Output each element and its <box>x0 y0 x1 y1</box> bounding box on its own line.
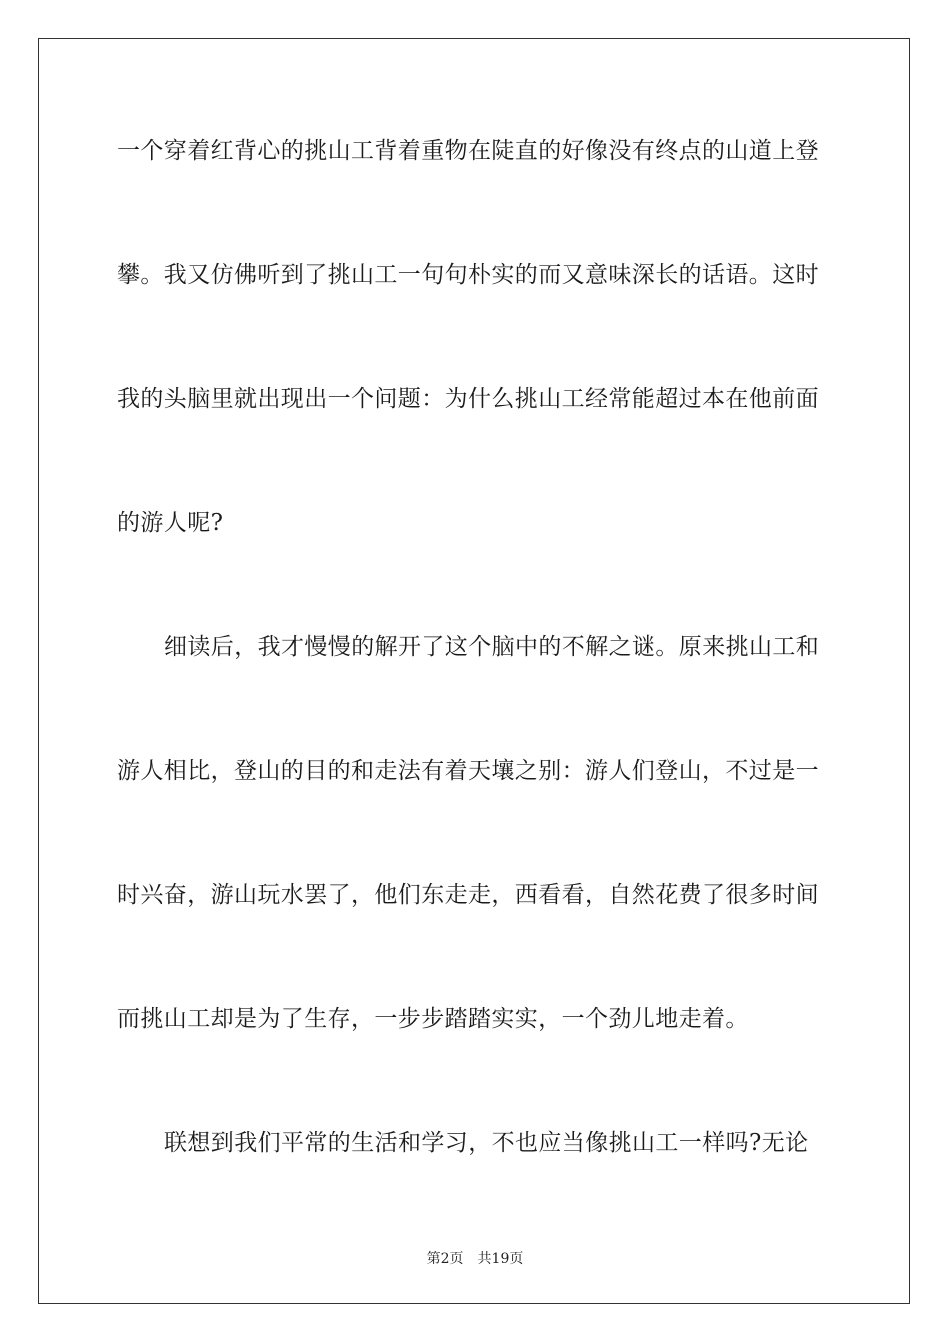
page-number: 第2页 <box>426 1251 464 1267</box>
text-line: 而挑山工却是为了生存，一步步踏踏实实，一个劲儿地走着。 <box>117 1006 749 1032</box>
text-line: 的游人呢? <box>117 510 224 536</box>
text-line: 攀。我又仿佛听到了挑山工一句句朴实的而又意味深长的话语。这时 <box>117 262 819 288</box>
paragraph-start-line: 细读后，我才慢慢的解开了这个脑中的不解之谜。原来挑山工和 <box>164 634 820 660</box>
text-line: 时兴奋，游山玩水罢了，他们东走走，西看看，自然花费了很多时间 <box>117 882 819 908</box>
text-line: 游人相比，登山的目的和走法有着天壤之别：游人们登山，不过是一 <box>117 758 819 784</box>
paragraph-start-line: 联想到我们平常的生活和学习，不也应当像挑山工一样吗?无论 <box>164 1130 809 1156</box>
page-border <box>38 38 910 1304</box>
page-footer <box>0 1248 950 1268</box>
page-total: 共19页 <box>477 1251 524 1267</box>
text-line: 一个穿着红背心的挑山工背着重物在陡直的好像没有终点的山道上登 <box>117 138 819 164</box>
text-line: 我的头脑里就出现出一个问题：为什么挑山工经常能超过本在他前面 <box>117 386 819 412</box>
